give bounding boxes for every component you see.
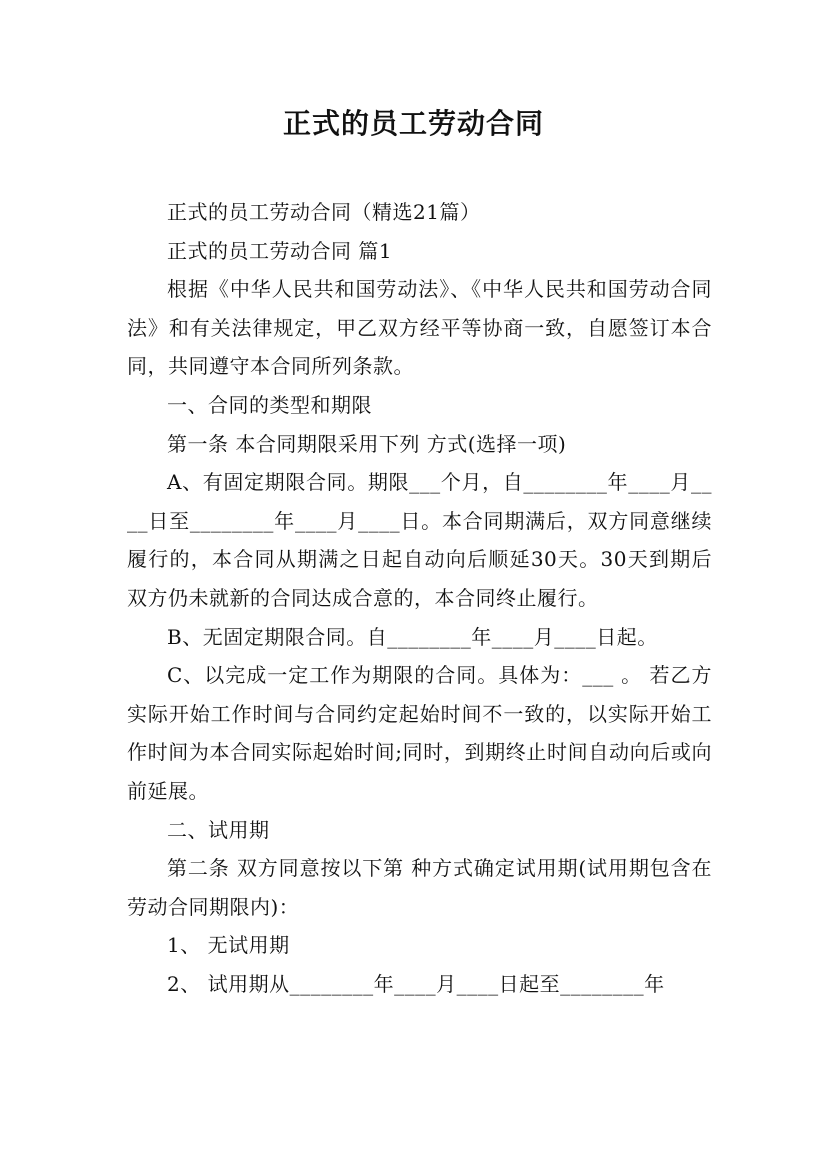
document-body (127, 193, 712, 1003)
option-b: B、无固定期限合同。自________年____月____日起。 (167, 624, 658, 649)
paragraph-preamble: 根据《中华人民共和国劳动法》、《中华人民共和国劳动合同法》和有关法律规定，甲乙双方经平等协商一致，自愿签订本合同，共同遵守本合同所列条款。 (127, 277, 712, 379)
article-two: 第二条 双方同意按以下第 种方式确定试用期(试用期包含在劳动合同期限内)： (127, 856, 712, 919)
article-one: 第一条 本合同期限采用下列 方式(选择一项) (167, 431, 567, 456)
probation-option-2: 2、 试用期从________年____月____日起至________年 (167, 971, 665, 996)
heading-contract-type: 一、合同的类型和期限 (167, 392, 372, 417)
paragraph-subtitle: 正式的员工劳动合同（精选21篇） (167, 200, 481, 224)
probation-option-1: 1、 无试用期 (167, 933, 290, 958)
document-title: 正式的员工劳动合同 (282, 107, 544, 140)
heading-probation: 二、试用期 (167, 817, 270, 842)
option-c: C、以完成一定工作为期限的合同。具体为：___ 。 若乙方实际开始工作时间与合同约定起始时间不一致的，以实际开始工作时间为本合同实际起始时间;同时，到期终止时间自动向后或向前延展。 (127, 663, 712, 803)
option-a: A、有固定期限合同。期限___个月，自________年____月____日至________年____月____日。本合同期满后，双方同意继续履行的，本合同从期满之日起自动向后顺延30天。30天到期后双方仍未就新的合同达成合意的，本合同终止履行。 (127, 470, 712, 610)
paragraph-section-label: 正式的员工劳动合同 篇1 (167, 238, 393, 263)
